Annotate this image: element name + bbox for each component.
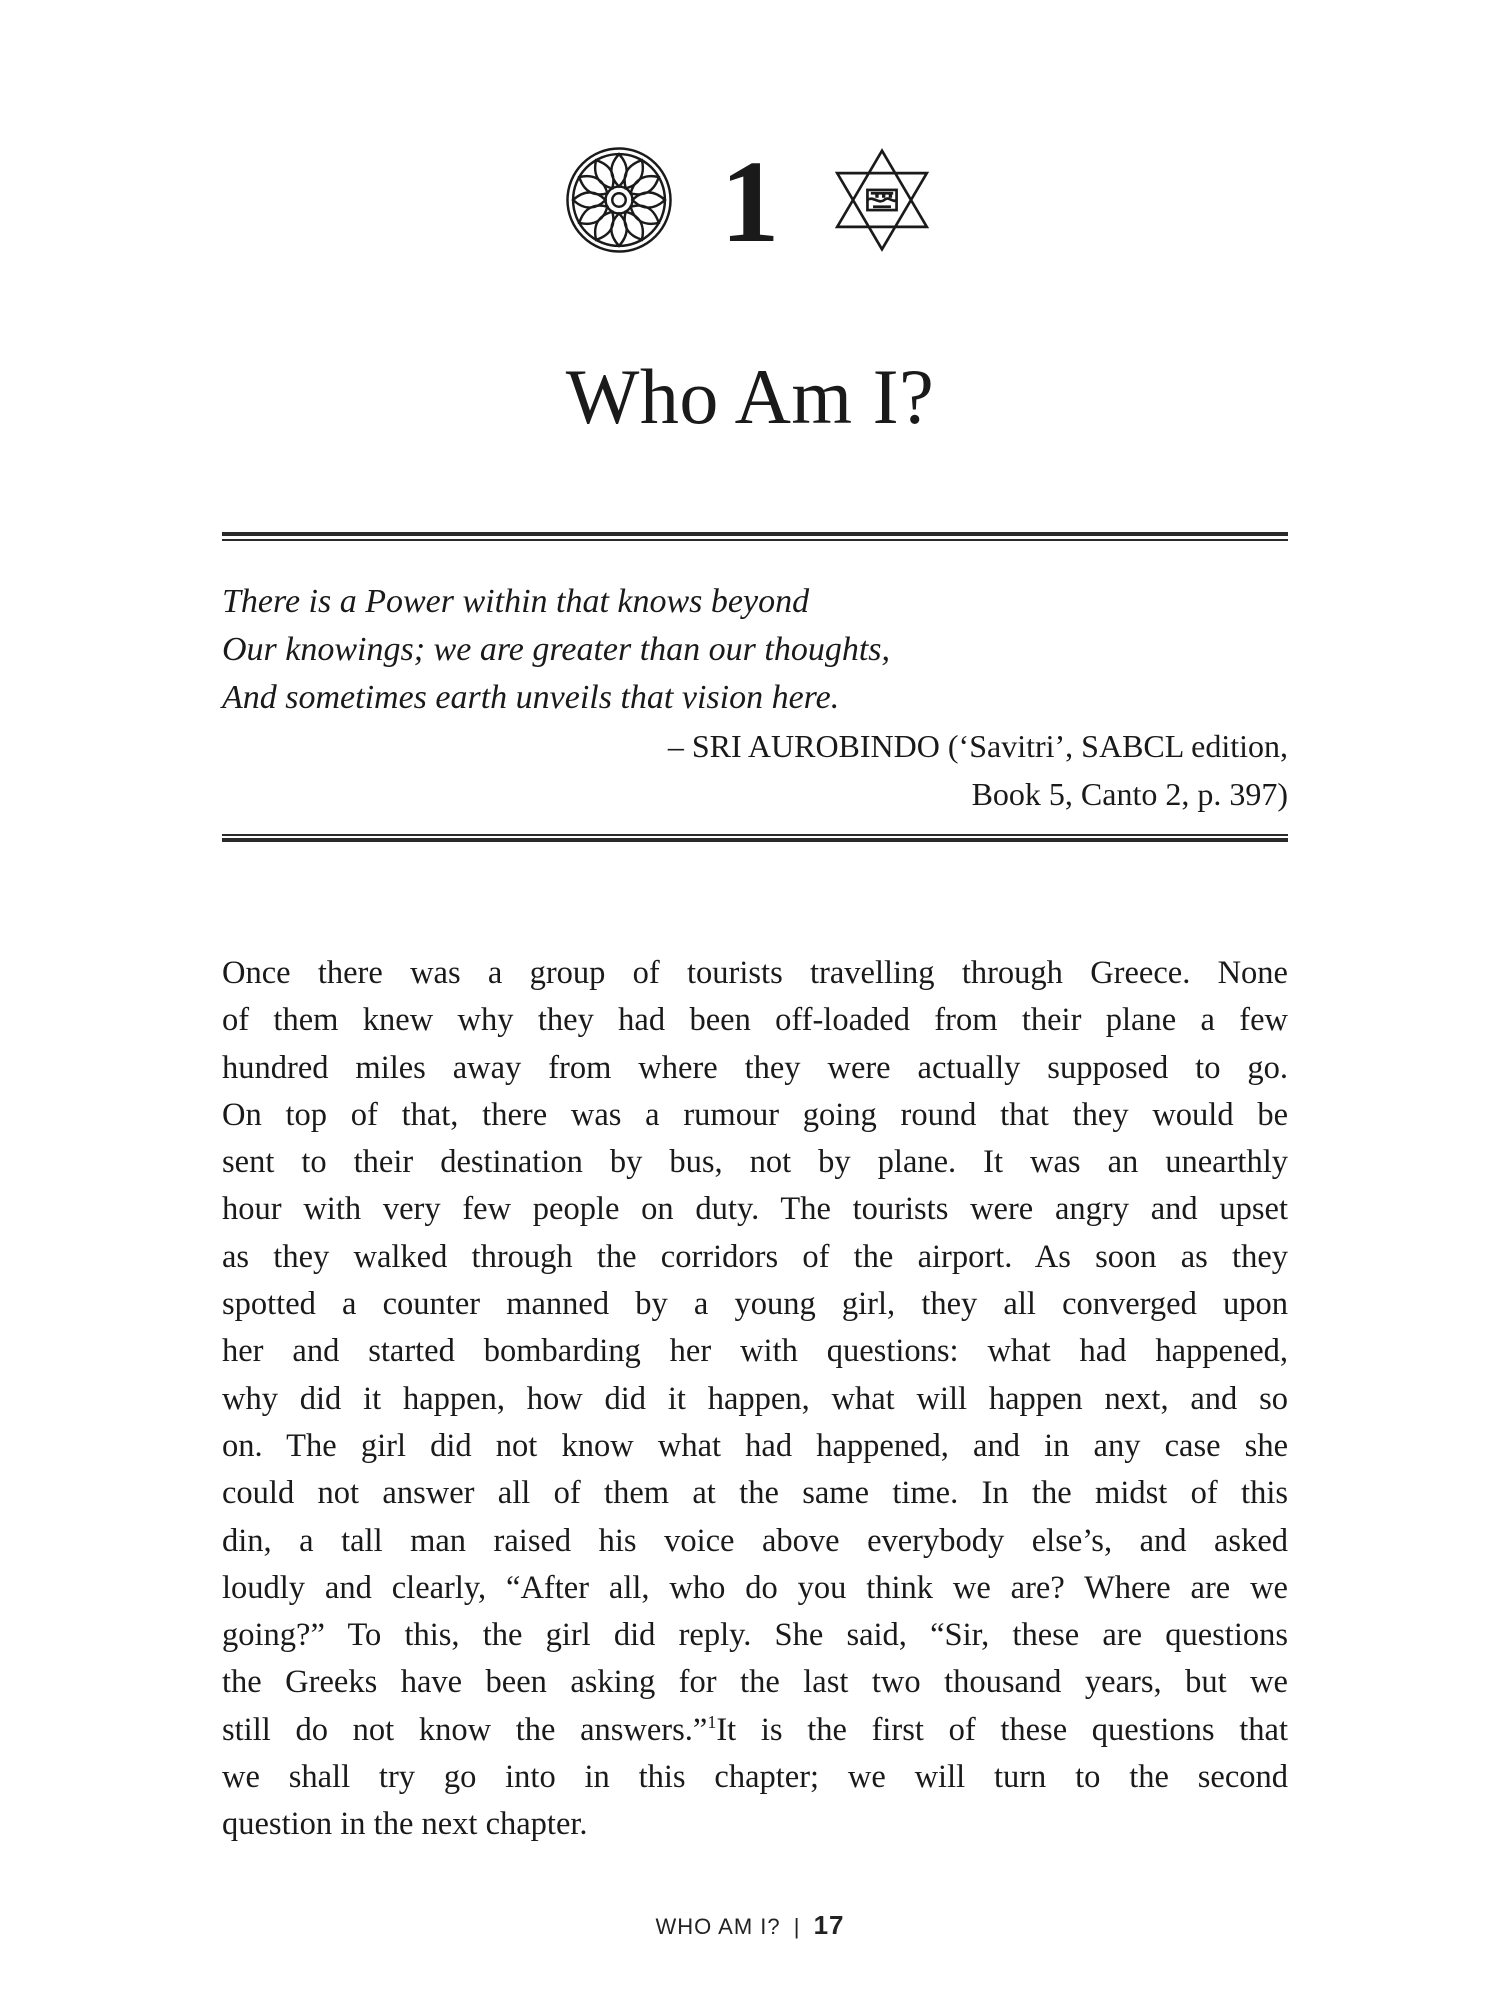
bottom-double-rule	[222, 834, 1288, 843]
mother-symbol-lotus-icon	[563, 144, 675, 256]
epigraph-line: And sometimes earth unveils that vision here.	[222, 679, 840, 716]
body-line: we shall try go into in this chapter; we will turn to the second	[222, 1759, 1288, 1796]
epigraph-attribution: – SRI AUROBINDO (‘Savitri’, SABCL edition,	[667, 728, 1288, 764]
body-line: going?” To this, the girl did reply. She said, “Sir, these are questions	[222, 1617, 1288, 1654]
body-line: sent to their destination by bus, not by plane. It was an unearthly	[222, 1144, 1288, 1181]
chapter-number: 1	[720, 136, 780, 267]
body-line: Once there was a group of tourists travelling through Greece. None	[222, 955, 1288, 991]
running-title: WHO AM I?	[655, 1914, 781, 1939]
chapter-heading	[0, 130, 1500, 270]
epigraph-line: Our knowings; we are greater than our thoughts,	[222, 631, 891, 668]
body-line: question in the next chapter.	[222, 1806, 588, 1843]
page-number: 17	[813, 1910, 845, 1940]
body-line: loudly and clearly, “After all, who do you think we are? Where are we	[222, 1569, 1288, 1606]
top-double-rule	[222, 532, 1288, 541]
epigraph	[222, 578, 1288, 818]
body-text-fragment: still do not know the answers.”	[222, 1711, 708, 1748]
body-line: hour with very few people on duty. The tourists were angry and upset	[222, 1191, 1288, 1228]
sri-aurobindo-symbol-star-icon	[826, 144, 938, 256]
body-text-fragment: It is the first of these questions that	[716, 1711, 1288, 1748]
epigraph-attribution-source: Book 5, Canto 2, p. 397)	[971, 776, 1288, 812]
body-line: could not answer all of them at the same time. In the midst of this	[222, 1475, 1288, 1512]
body-line: din, a tall man raised his voice above everybody else’s, and asked	[222, 1522, 1288, 1559]
body-line: On top of that, there was a rumour going round that they would be	[222, 1096, 1288, 1133]
body-line: of them knew why they had been off-loaded from their plane a few	[222, 1002, 1288, 1039]
footer-separator: |	[793, 1914, 801, 1939]
chapter-title: Who Am I?	[565, 353, 935, 440]
body-line: hundred miles away from where they were actually supposed to go.	[222, 1049, 1288, 1086]
body-line: why did it happen, how did it happen, what will happen next, and so	[222, 1380, 1288, 1417]
body-line: as they walked through the corridors of the airport. As soon as they	[222, 1238, 1288, 1275]
body-paragraph	[222, 950, 1288, 1849]
body-line: spotted a counter manned by a young girl, they all converged upon	[222, 1286, 1288, 1323]
body-line: on. The girl did not know what had happened, and in any case she	[222, 1427, 1288, 1464]
running-footer	[0, 1910, 1500, 1941]
footnote-reference[interactable]: 1	[707, 1711, 717, 1732]
body-line: the Greeks have been asking for the last two thousand years, but we	[222, 1664, 1288, 1701]
body-line	[222, 1707, 1288, 1754]
body-line: her and started bombarding her with questions: what had happened,	[222, 1333, 1288, 1370]
epigraph-line: There is a Power within that knows beyond	[222, 583, 810, 620]
